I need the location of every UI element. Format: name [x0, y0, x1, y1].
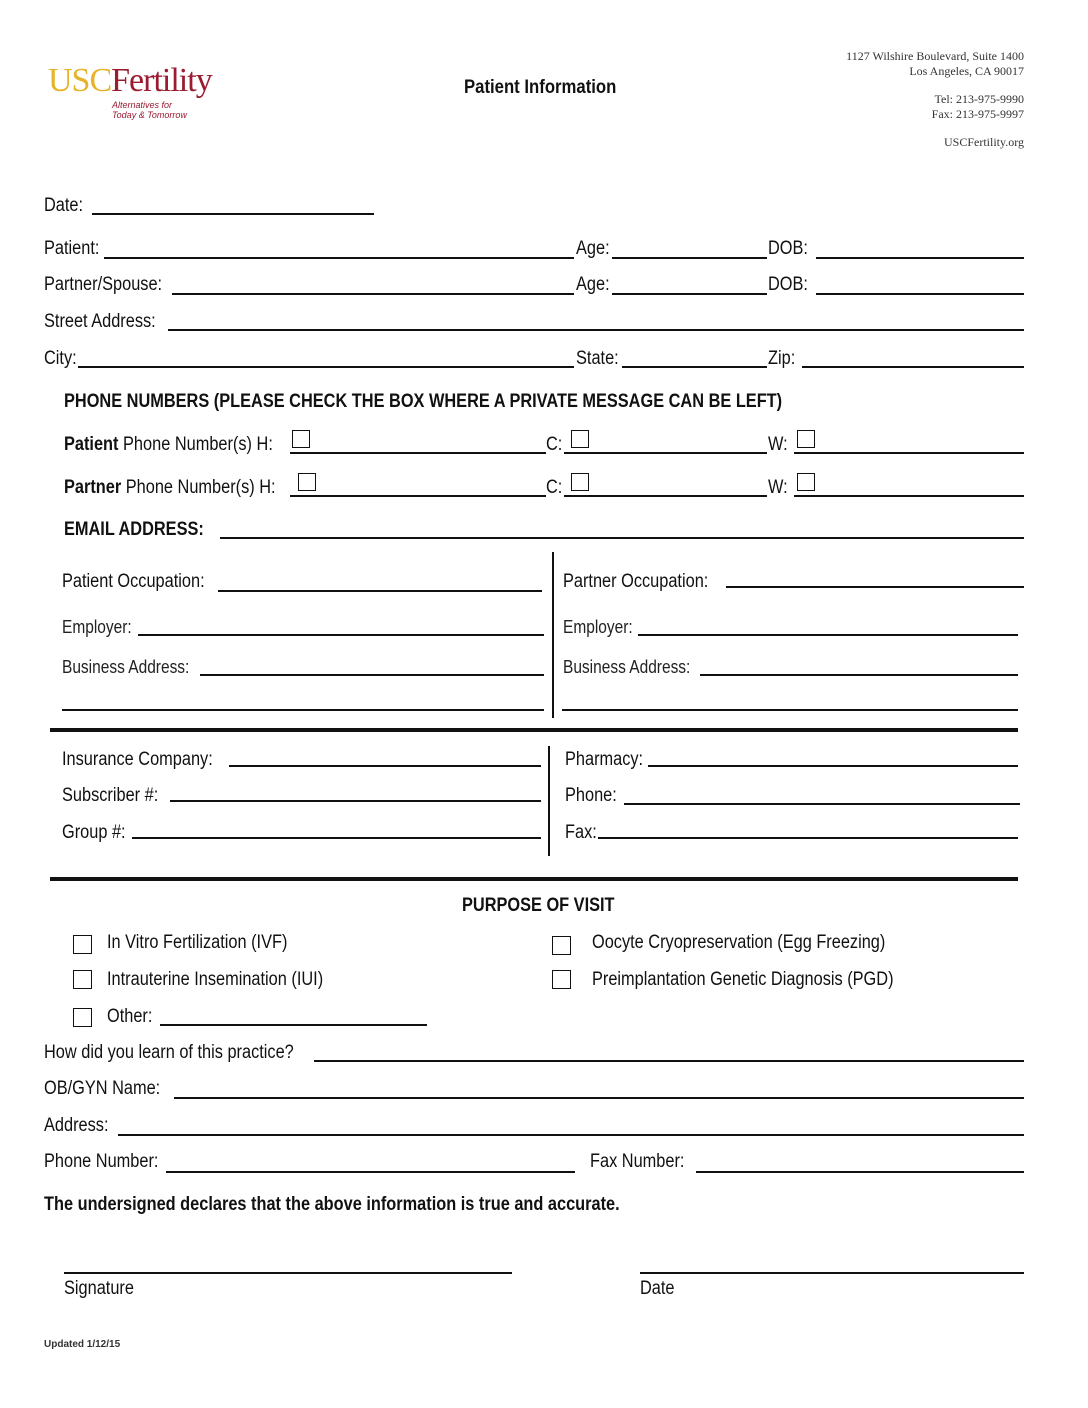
- patient-age-field[interactable]: [612, 257, 767, 259]
- date-field[interactable]: [92, 213, 374, 215]
- pharmacy-fax-label: Fax:: [565, 822, 597, 843]
- partner-phone-h-text: Phone Number(s) H:: [125, 477, 276, 498]
- pgd-label: Preimplantation Genetic Diagnosis (PGD): [592, 969, 894, 990]
- patient-work-phone-field[interactable]: [794, 452, 1024, 454]
- logo: [48, 62, 212, 120]
- partner-cell-phone-field[interactable]: [564, 495, 767, 497]
- pharmacy-fax-field[interactable]: [598, 837, 1018, 839]
- iui-label: Intrauterine Insemination (IUI): [107, 969, 324, 990]
- section-divider-2: [50, 877, 1018, 881]
- obgyn-fax-label: Fax Number:: [590, 1151, 685, 1172]
- insurance-company-field[interactable]: [229, 765, 541, 767]
- patient-phone-h-text: Phone Number(s) H:: [123, 434, 273, 455]
- partner-dob-label: DOB:: [768, 274, 808, 295]
- patient-home-phone-field[interactable]: [290, 452, 546, 454]
- subscriber-field[interactable]: [170, 800, 541, 802]
- partner-work-checkbox[interactable]: [797, 473, 815, 491]
- signature-date-field[interactable]: [640, 1272, 1024, 1274]
- partner-cell-label: C:: [546, 477, 563, 498]
- partner-occupation-label: Partner Occupation:: [563, 571, 709, 592]
- patient-occupation-field[interactable]: [218, 590, 542, 592]
- patient-work-checkbox[interactable]: [797, 430, 815, 448]
- partner-cell-checkbox[interactable]: [571, 473, 589, 491]
- patient-phone-label: [64, 434, 273, 456]
- phone-heading: PHONE NUMBERS (PLEASE CHECK THE BOX WHERE A PRIVATE MESSAGE CAN BE LEFT): [64, 391, 783, 412]
- partner-business-address-label: Business Address:: [563, 657, 691, 677]
- zip-field[interactable]: [802, 366, 1024, 368]
- patient-cell-phone-field[interactable]: [564, 452, 767, 454]
- partner-occupation-field[interactable]: [726, 586, 1024, 588]
- patient-cell-label: C:: [546, 434, 563, 455]
- obgyn-address-field[interactable]: [118, 1134, 1024, 1136]
- clinic-address: [846, 49, 1024, 150]
- learn-label: How did you learn of this practice?: [44, 1042, 294, 1063]
- obgyn-fax-field[interactable]: [696, 1171, 1024, 1173]
- partner-employer-field[interactable]: [638, 634, 1018, 636]
- patient-age-label: Age:: [576, 238, 610, 259]
- ivf-label: In Vitro Fertilization (IVF): [107, 932, 288, 953]
- address-tel: Tel: 213-975-9990: [934, 92, 1024, 106]
- obgyn-field[interactable]: [174, 1097, 1024, 1099]
- insurance-divider: [548, 746, 550, 856]
- patient-dob-label: DOB:: [768, 238, 808, 259]
- patient-business-address-field[interactable]: [200, 674, 544, 676]
- logo-fertility: Fertility: [111, 62, 212, 99]
- patient-business-address-field-2[interactable]: [62, 709, 544, 711]
- page-title: Patient Information: [464, 77, 617, 98]
- zip-label: Zip:: [768, 348, 796, 369]
- group-label: Group #:: [62, 822, 126, 843]
- updated-note: Updated 1/12/15: [44, 1339, 121, 1350]
- email-field[interactable]: [220, 537, 1024, 539]
- other-field[interactable]: [160, 1024, 427, 1026]
- partner-work-phone-field[interactable]: [794, 495, 1024, 497]
- city-field[interactable]: [78, 366, 574, 368]
- signature-label: Signature: [64, 1278, 134, 1299]
- logo-usc: USC: [48, 62, 112, 99]
- address-fax: Fax: 213-975-9997: [931, 106, 1024, 121]
- patient-dob-field[interactable]: [816, 257, 1024, 259]
- address-line1: 1127 Wilshire Boulevard, Suite 1400: [846, 49, 1024, 63]
- patient-phone-bold: Patient: [64, 434, 119, 455]
- signature-field[interactable]: [64, 1272, 512, 1274]
- signature-date-label: Date: [640, 1278, 675, 1299]
- patient-employer-field[interactable]: [138, 634, 544, 636]
- patient-name-field[interactable]: [104, 257, 574, 259]
- egg-freezing-checkbox[interactable]: [552, 936, 571, 955]
- address-web: USCFertility.org: [943, 135, 1024, 149]
- date-label: Date:: [44, 195, 84, 216]
- patient-label: Patient:: [44, 238, 100, 259]
- partner-home-checkbox[interactable]: [298, 473, 316, 491]
- partner-age-label: Age:: [576, 274, 610, 295]
- other-checkbox[interactable]: [73, 1008, 92, 1027]
- partner-work-label: W:: [768, 477, 788, 498]
- patient-occupation-label: Patient Occupation:: [62, 571, 205, 592]
- partner-employer-label: Employer:: [563, 617, 633, 637]
- partner-phone-label: [64, 477, 276, 499]
- obgyn-address-label: Address:: [44, 1115, 109, 1136]
- street-field[interactable]: [168, 329, 1024, 331]
- patient-work-label: W:: [768, 434, 788, 455]
- state-label: State:: [576, 348, 619, 369]
- state-field[interactable]: [622, 366, 767, 368]
- partner-home-phone-field[interactable]: [290, 495, 546, 497]
- ivf-checkbox[interactable]: [73, 935, 92, 954]
- subscriber-label: Subscriber #:: [62, 785, 159, 806]
- obgyn-phone-label: Phone Number:: [44, 1151, 159, 1172]
- email-label: EMAIL ADDRESS:: [64, 519, 204, 540]
- pharmacy-field[interactable]: [648, 765, 1018, 767]
- egg-freezing-label: Oocyte Cryopreservation (Egg Freezing): [592, 932, 886, 953]
- partner-label: Partner/Spouse:: [44, 274, 163, 295]
- obgyn-label: OB/GYN Name:: [44, 1078, 161, 1099]
- purpose-heading: PURPOSE OF VISIT: [462, 895, 615, 916]
- partner-business-address-field[interactable]: [700, 674, 1018, 676]
- pharmacy-label: Pharmacy:: [565, 749, 644, 770]
- learn-field[interactable]: [314, 1060, 1024, 1062]
- pgd-checkbox[interactable]: [552, 970, 571, 989]
- patient-home-checkbox[interactable]: [292, 430, 310, 448]
- section-divider-1: [50, 728, 1018, 732]
- occupation-divider: [552, 552, 554, 718]
- other-label: Other:: [107, 1006, 153, 1027]
- iui-checkbox[interactable]: [73, 970, 92, 989]
- group-field[interactable]: [132, 837, 541, 839]
- obgyn-phone-field[interactable]: [166, 1171, 575, 1173]
- partner-phone-bold: Partner: [64, 477, 122, 498]
- partner-business-address-field-2[interactable]: [562, 709, 1018, 711]
- patient-cell-checkbox[interactable]: [571, 430, 589, 448]
- declaration-text: The undersigned declares that the above information is true and accurate.: [44, 1194, 620, 1215]
- partner-age-field[interactable]: [612, 293, 767, 295]
- street-label: Street Address:: [44, 311, 156, 332]
- partner-dob-field[interactable]: [816, 293, 1024, 295]
- logo-tagline-2: Today & Tomorrow: [112, 110, 187, 120]
- pharmacy-phone-label: Phone:: [565, 785, 617, 806]
- pharmacy-phone-field[interactable]: [624, 803, 1020, 805]
- partner-name-field[interactable]: [172, 293, 574, 295]
- city-label: City:: [44, 348, 77, 369]
- patient-employer-label: Employer:: [62, 617, 132, 637]
- address-line2: Los Angeles, CA 90017: [909, 63, 1024, 78]
- insurance-company-label: Insurance Company:: [62, 749, 213, 770]
- logo-tagline-1: Alternatives for: [112, 100, 173, 110]
- patient-business-address-label: Business Address:: [62, 657, 190, 677]
